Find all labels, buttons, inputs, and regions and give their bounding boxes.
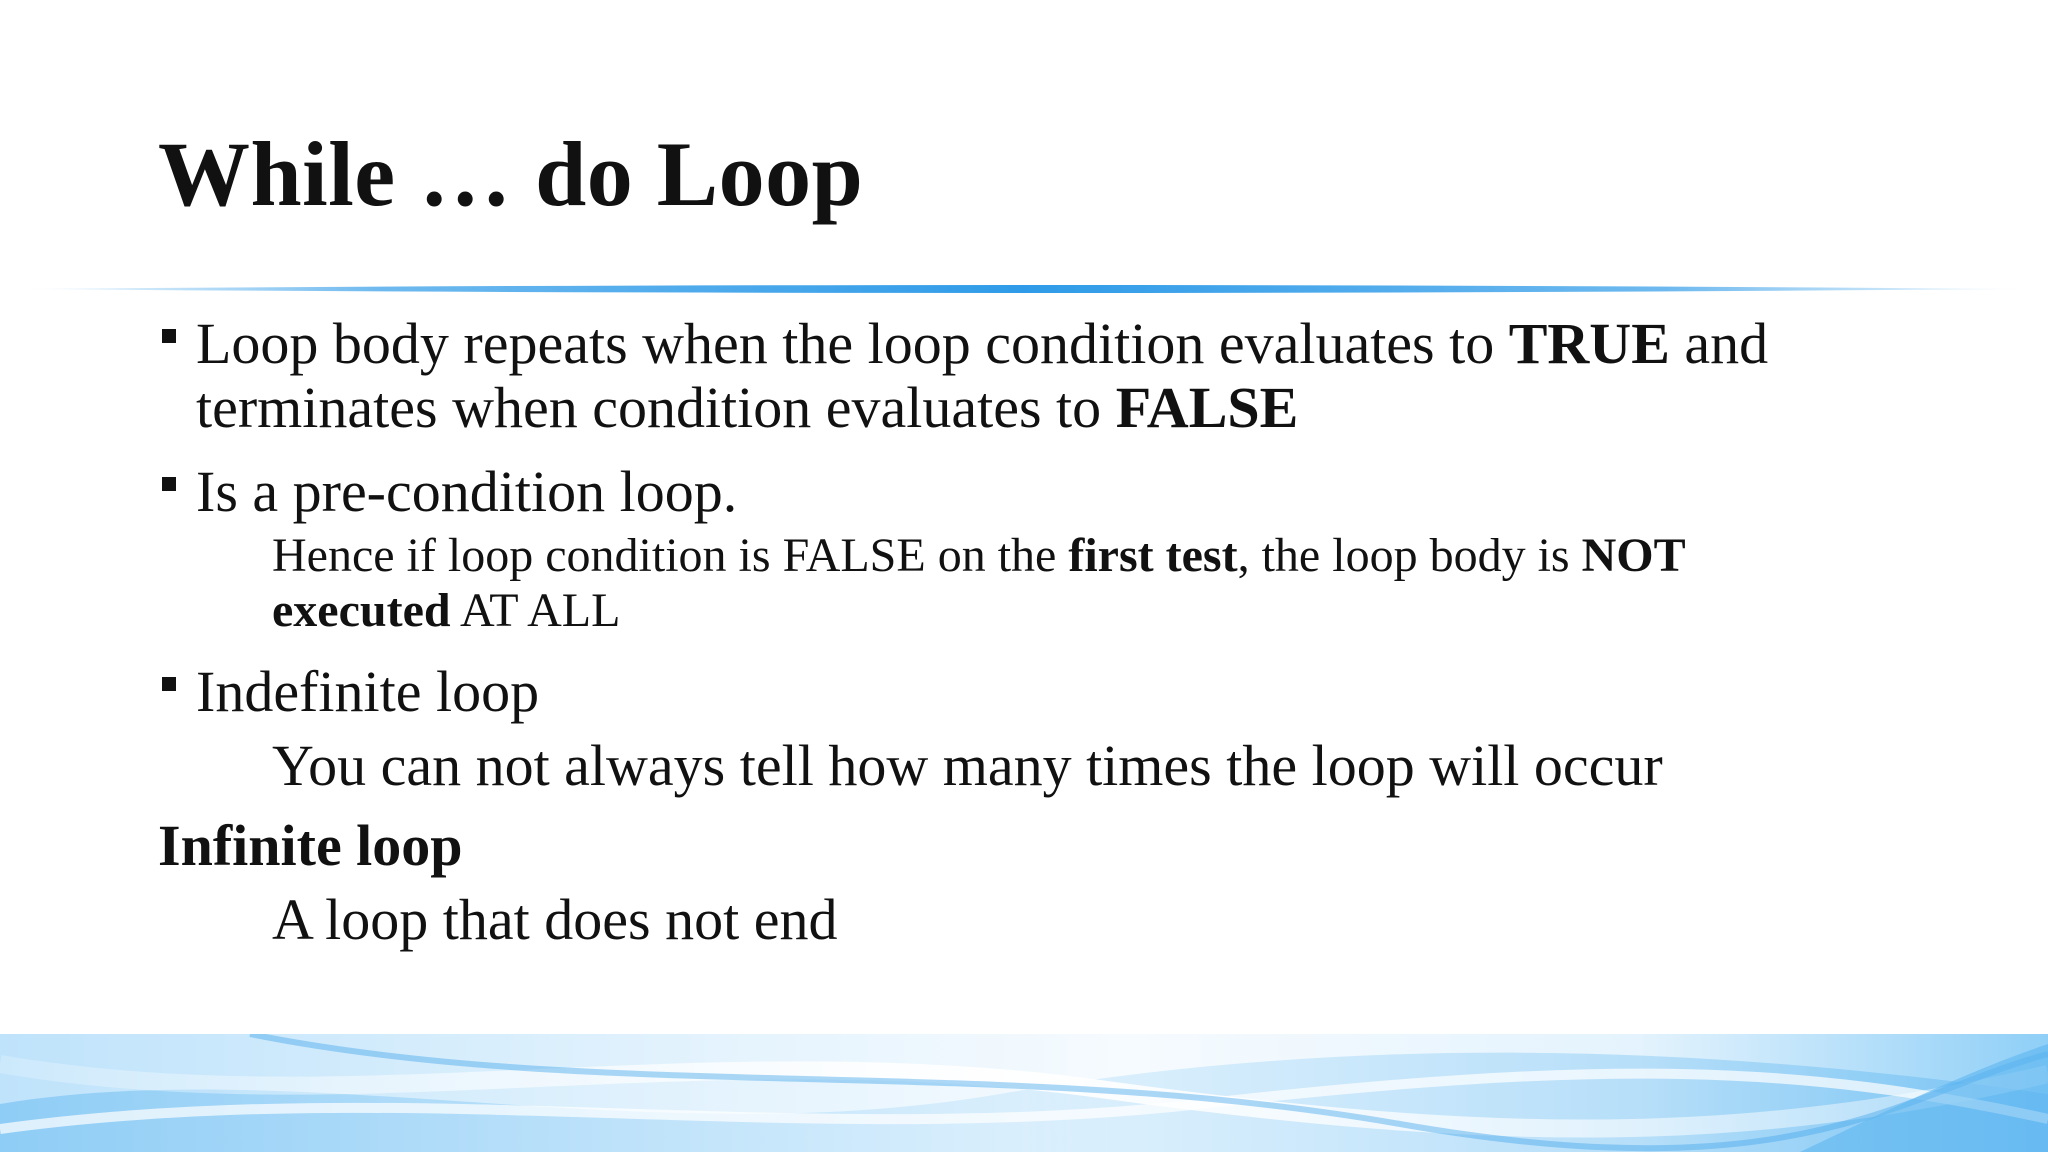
sub-emphasis: NOT: [1581, 529, 1686, 582]
sub-item: [158, 528, 1978, 638]
slide-body: [158, 312, 1978, 968]
square-bullet-icon: [162, 477, 176, 491]
bullet-text: and: [1669, 311, 1769, 376]
bullet-emphasis: TRUE: [1508, 311, 1670, 376]
square-bullet-icon: [162, 677, 176, 691]
sub-emphasis: executed: [272, 584, 451, 637]
bullet-item: [158, 660, 1978, 724]
slide-title: While … do Loop: [158, 123, 864, 225]
sub-item: A loop that does not end: [272, 887, 838, 952]
sub-emphasis: first test: [1068, 529, 1238, 582]
sub-text: AT ALL: [450, 584, 621, 637]
square-bullet-icon: [162, 329, 176, 343]
section-heading: Infinite loop: [158, 813, 463, 878]
sub-text: Hence if loop condition is FALSE on the: [272, 529, 1069, 582]
sub-item: You can not always tell how many times the loop will occur: [272, 733, 1663, 798]
bullet-text: Indefinite loop: [196, 659, 540, 724]
title-divider: [18, 282, 2030, 296]
bullet-text: terminates when condition evaluates to: [196, 375, 1116, 440]
bullet-text: Is a pre-condition loop.: [196, 459, 738, 524]
bullet-text: Loop body repeats when the loop condition evaluates to: [196, 311, 1509, 376]
footer-wave-decoration: [0, 1034, 2048, 1152]
bullet-item: [158, 460, 1978, 524]
sub-text: , the loop body is: [1237, 529, 1582, 582]
bullet-emphasis: FALSE: [1115, 375, 1299, 440]
bullet-item: [158, 312, 1978, 440]
